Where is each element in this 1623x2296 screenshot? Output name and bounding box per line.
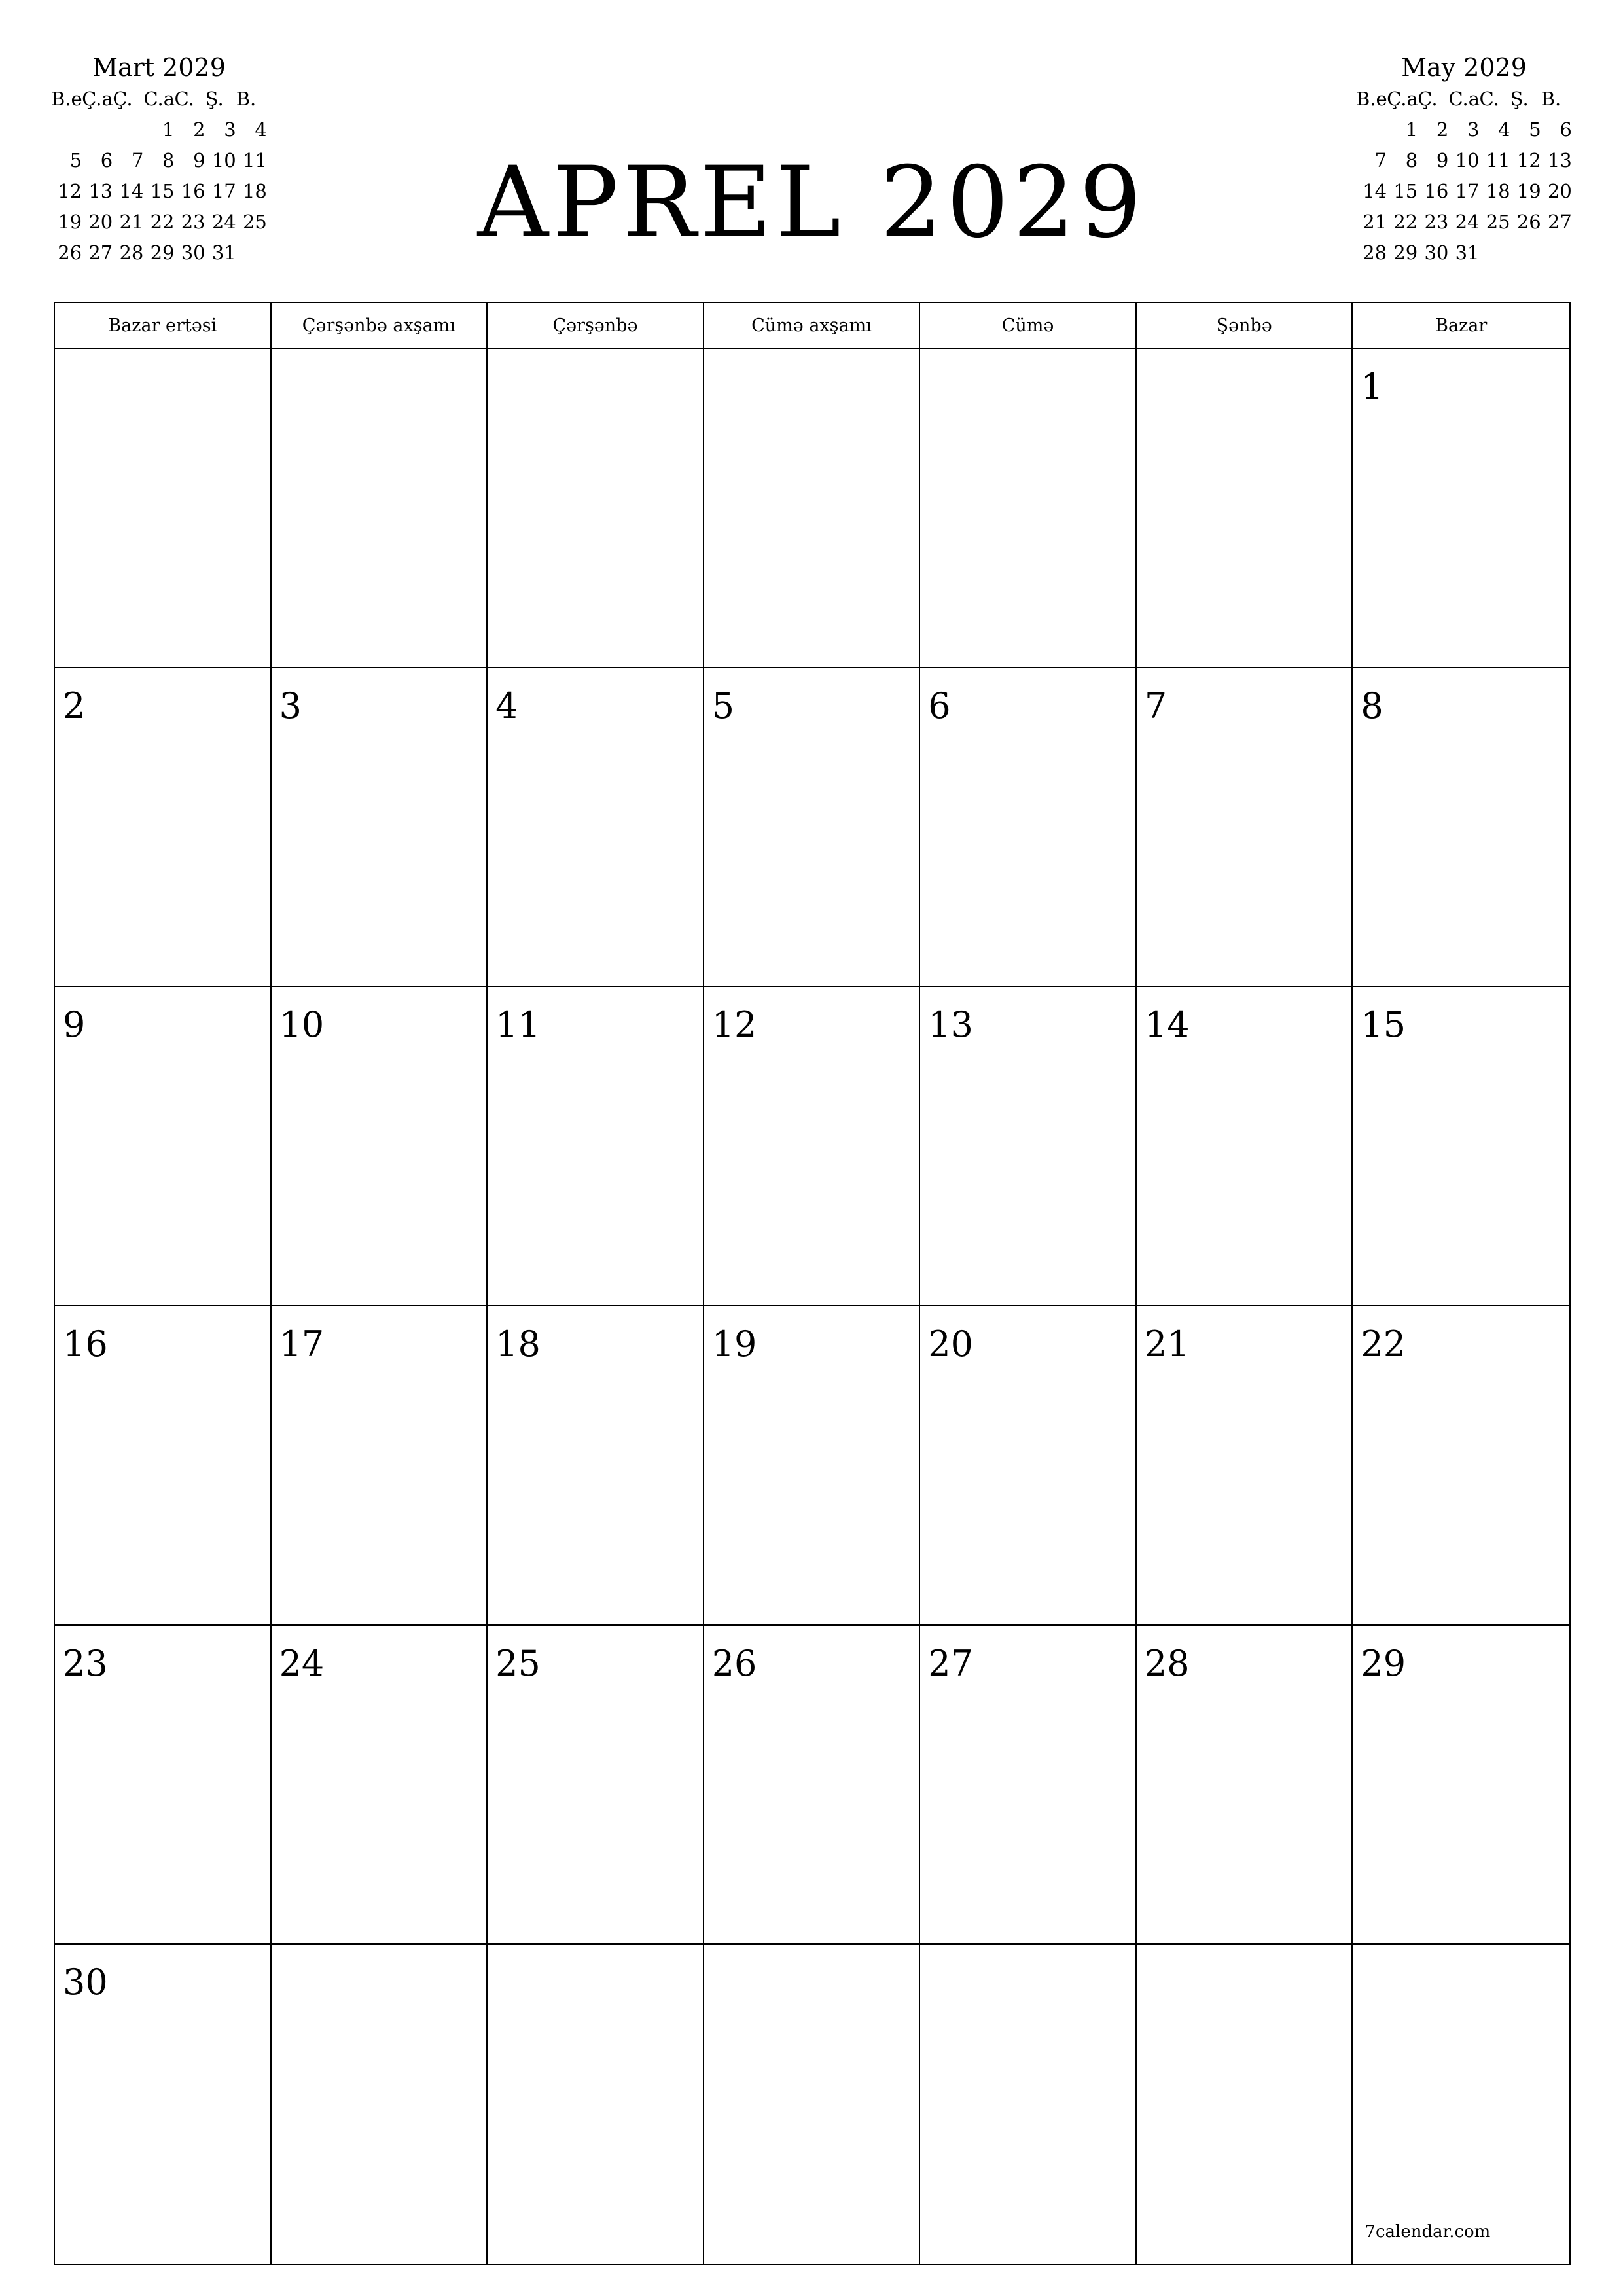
day-number: 27 [928, 1642, 973, 1684]
day-number: 18 [495, 1323, 541, 1365]
mini-day [1356, 115, 1387, 145]
day-number: 22 [1361, 1323, 1406, 1365]
day-number: 12 [711, 1004, 757, 1046]
day-number: 25 [495, 1642, 541, 1684]
mini-day: 21 [1363, 211, 1387, 233]
mini-weekday-header: B.e [1356, 88, 1387, 110]
mini-day: 1 [1405, 118, 1418, 141]
day-cell[interactable] [272, 668, 488, 988]
day-number: 26 [711, 1642, 757, 1684]
mini-day: 2 [193, 118, 205, 141]
day-number: 24 [279, 1642, 325, 1684]
day-number: 15 [1361, 1004, 1406, 1046]
mini-weekday-header: C.a [1448, 88, 1480, 110]
mini-day: 13 [88, 180, 113, 202]
mini-weekday-header: C.a [143, 88, 175, 110]
day-cell[interactable] [920, 987, 1137, 1306]
mini-day: 28 [1363, 242, 1387, 264]
day-cell[interactable] [920, 668, 1137, 988]
mini-day: 27 [1547, 211, 1572, 233]
mini-day: 5 [1529, 118, 1541, 141]
day-cell[interactable] [55, 1306, 272, 1626]
day-cell[interactable] [1353, 987, 1569, 1306]
mini-day: 21 [119, 211, 144, 233]
day-cell[interactable] [1137, 1945, 1353, 2264]
mini-day: 8 [1405, 149, 1418, 171]
mini-day: 27 [88, 242, 113, 264]
weekday-header: Cümə [920, 303, 1137, 349]
day-number: 5 [711, 685, 735, 726]
day-cell[interactable] [704, 1306, 921, 1626]
day-number: 17 [279, 1323, 325, 1365]
day-number: 9 [63, 1004, 86, 1046]
mini-day: 18 [242, 180, 267, 202]
mini-day: 10 [1455, 149, 1480, 171]
mini-calendar-grid [1356, 84, 1572, 268]
mini-weekday-header: B.e [51, 88, 82, 110]
day-cell[interactable] [1137, 987, 1353, 1306]
mini-weekday-header: C. [1479, 88, 1499, 110]
mini-weekday-header: B. [236, 88, 257, 110]
mini-day: 17 [1455, 180, 1480, 202]
mini-day: 10 [211, 149, 236, 171]
day-cell[interactable] [920, 349, 1137, 668]
day-number: 16 [63, 1323, 108, 1365]
day-cell[interactable] [55, 1945, 272, 2264]
day-number: 2 [63, 685, 86, 726]
mini-day: 23 [181, 211, 205, 233]
day-cell[interactable] [1353, 1626, 1569, 1945]
mini-day: 23 [1424, 211, 1449, 233]
mini-day: 11 [242, 149, 267, 171]
page-title: APREL 2029 [477, 146, 1146, 260]
mini-day [1541, 238, 1572, 268]
day-cell[interactable] [1353, 349, 1569, 668]
day-cell[interactable] [1137, 668, 1353, 988]
day-cell[interactable] [920, 1945, 1137, 2264]
mini-day: 30 [1424, 242, 1449, 264]
day-cell[interactable] [704, 349, 921, 668]
mini-day: 17 [211, 180, 236, 202]
mini-day: 8 [162, 149, 175, 171]
day-cell[interactable] [272, 1626, 488, 1945]
mini-day: 19 [1516, 180, 1541, 202]
mini-day: 7 [131, 149, 144, 171]
mini-calendar-title: Mart 2029 [92, 53, 226, 82]
mini-day: 3 [224, 118, 236, 141]
mini-day: 31 [1455, 242, 1480, 264]
day-cell[interactable] [488, 668, 704, 988]
mini-day: 29 [1393, 242, 1418, 264]
site-credit: 7calendar.com [1364, 2221, 1491, 2242]
day-cell[interactable] [704, 1626, 921, 1945]
day-cell[interactable] [920, 1626, 1137, 1945]
day-cell[interactable] [704, 668, 921, 988]
mini-weekday-header: Ç.a [82, 88, 113, 110]
mini-day: 7 [1374, 149, 1387, 171]
day-cell[interactable] [1137, 1306, 1353, 1626]
mini-day: 2 [1436, 118, 1449, 141]
mini-day: 9 [1436, 149, 1449, 171]
mini-day: 19 [58, 211, 82, 233]
mini-weekday-header: Ş. [205, 88, 224, 110]
day-cell[interactable] [272, 987, 488, 1306]
mini-day: 16 [1424, 180, 1449, 202]
mini-weekday-header: Ç.a [1387, 88, 1418, 110]
day-cell[interactable] [488, 1306, 704, 1626]
mini-weekday-header: Ş. [1510, 88, 1529, 110]
day-cell[interactable] [1353, 1945, 1569, 2264]
mini-calendar-next-month [1356, 51, 1572, 268]
day-cell[interactable] [1137, 1626, 1353, 1945]
mini-day: 4 [255, 118, 267, 141]
day-cell[interactable] [488, 349, 704, 668]
mini-day: 20 [1547, 180, 1572, 202]
day-number: 23 [63, 1642, 108, 1684]
day-cell[interactable] [272, 1306, 488, 1626]
mini-day: 1 [162, 118, 175, 141]
day-number: 30 [63, 1962, 108, 2003]
mini-day: 24 [1455, 211, 1480, 233]
mini-day: 3 [1467, 118, 1480, 141]
day-number: 29 [1361, 1642, 1406, 1684]
weekday-header: Bazar ertəsi [55, 303, 272, 349]
day-number: 7 [1144, 685, 1168, 726]
day-number: 14 [1144, 1004, 1190, 1046]
day-cell[interactable] [272, 1945, 488, 2264]
mini-day: 14 [1363, 180, 1387, 202]
day-number: 10 [279, 1004, 325, 1046]
day-cell[interactable] [488, 1945, 704, 2264]
weekday-header: Çərşənbə axşamı [272, 303, 488, 349]
mini-day [1510, 238, 1541, 268]
mini-weekday-header: Ç. [113, 88, 133, 110]
weekday-header: Çərşənbə [488, 303, 704, 349]
mini-day: 25 [1486, 211, 1510, 233]
mini-day: 16 [181, 180, 205, 202]
mini-day: 24 [211, 211, 236, 233]
day-number: 13 [928, 1004, 973, 1046]
day-cell[interactable] [1137, 349, 1353, 668]
day-number: 28 [1144, 1642, 1190, 1684]
day-cell[interactable] [704, 1945, 921, 2264]
mini-day: 29 [150, 242, 175, 264]
month-grid [54, 302, 1571, 2265]
day-cell[interactable] [55, 349, 272, 668]
mini-day: 28 [119, 242, 144, 264]
mini-day: 20 [88, 211, 113, 233]
mini-day: 4 [1498, 118, 1510, 141]
mini-day: 13 [1547, 149, 1572, 171]
mini-weekday-header: B. [1541, 88, 1561, 110]
weekday-header: Şənbə [1137, 303, 1353, 349]
mini-weekday-header: C. [174, 88, 194, 110]
day-number: 8 [1361, 685, 1383, 726]
mini-day: 14 [119, 180, 144, 202]
mini-day: 26 [1516, 211, 1541, 233]
mini-day: 26 [58, 242, 82, 264]
mini-day: 18 [1486, 180, 1510, 202]
day-number: 20 [928, 1323, 973, 1365]
day-cell[interactable] [704, 987, 921, 1306]
mini-day: 31 [211, 242, 236, 264]
mini-day: 12 [58, 180, 82, 202]
weekday-header: Bazar [1353, 303, 1569, 349]
day-number: 6 [928, 685, 951, 726]
day-cell[interactable] [1353, 1306, 1569, 1626]
day-cell[interactable] [55, 668, 272, 988]
day-number: 21 [1144, 1323, 1190, 1365]
day-number: 4 [495, 685, 518, 726]
mini-day: 9 [193, 149, 205, 171]
day-cell[interactable] [920, 1306, 1137, 1626]
mini-day: 15 [1393, 180, 1418, 202]
mini-day: 22 [1393, 211, 1418, 233]
mini-weekday-header: Ç. [1418, 88, 1438, 110]
mini-day: 22 [150, 211, 175, 233]
mini-day: 12 [1516, 149, 1541, 171]
mini-day: 6 [100, 149, 113, 171]
day-cell[interactable] [488, 987, 704, 1306]
day-cell[interactable] [488, 1626, 704, 1945]
day-cell[interactable] [1353, 668, 1569, 988]
day-number: 19 [711, 1323, 757, 1365]
day-cell[interactable] [272, 349, 488, 668]
mini-day: 25 [242, 211, 267, 233]
mini-day [1480, 238, 1510, 268]
day-cell[interactable] [55, 987, 272, 1306]
mini-day: 15 [150, 180, 175, 202]
mini-day: 30 [181, 242, 205, 264]
mini-day: 6 [1560, 118, 1572, 141]
mini-calendar-title: May 2029 [1401, 53, 1527, 82]
day-number: 1 [1361, 366, 1383, 407]
mini-day: 11 [1486, 149, 1510, 171]
day-number: 3 [279, 685, 302, 726]
weekday-header: Cümə axşamı [704, 303, 921, 349]
mini-day: 5 [69, 149, 82, 171]
day-number: 11 [495, 1004, 541, 1046]
day-cell[interactable] [55, 1626, 272, 1945]
